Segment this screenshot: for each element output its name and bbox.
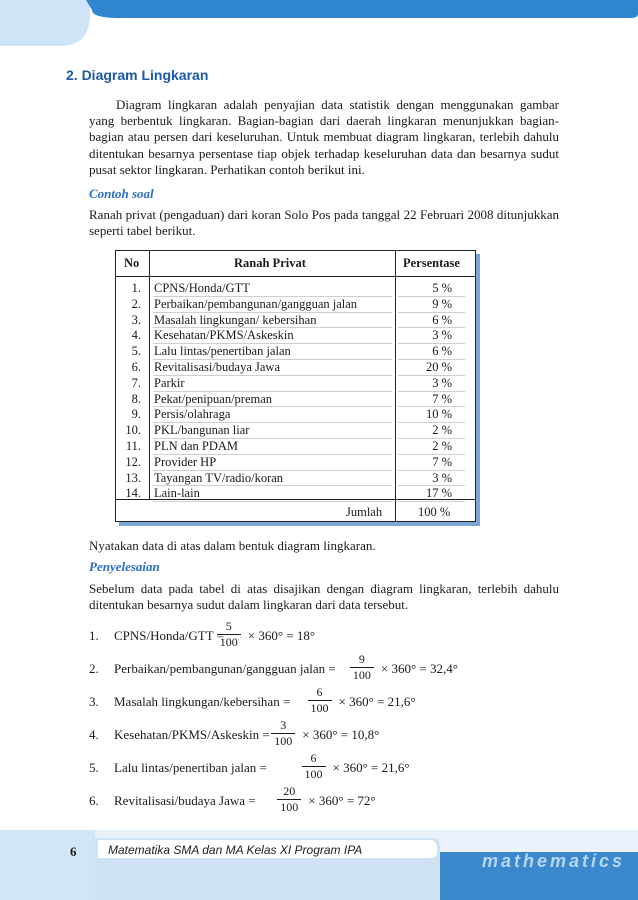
row-ranah: Pekat/penipuan/preman	[154, 391, 273, 406]
formula-number: 1.	[89, 628, 99, 643]
header-ranah: Ranah Privat	[234, 256, 306, 270]
formula-result: × 360° = 21,6°	[332, 760, 410, 775]
header-no: No	[124, 256, 140, 270]
solution-text: Sebelum data pada tabel di atas disajikan dengan diagram lingkaran, terlebih dahulu ditentukan besarnya sudut dalam lingkaran dari data tersebut.	[89, 581, 559, 613]
row-ranah: Kesehatan/PKMS/Askeskin	[154, 328, 294, 343]
formula-fraction	[308, 686, 332, 715]
table-row	[116, 344, 475, 360]
row-ranah: PKL/bangunan liar	[154, 423, 250, 438]
fraction-numerator: 5	[217, 620, 241, 635]
row-ranah: Provider HP	[154, 454, 217, 469]
table-row	[116, 328, 475, 344]
formula-result: × 360° = 10,8°	[302, 727, 380, 742]
total-label: Jumlah	[346, 505, 383, 519]
row-ranah: Lalu lintas/penertiban jalan	[154, 344, 291, 359]
row-persentase: 2 %	[432, 423, 452, 438]
footer-watermark: mathematics	[482, 851, 626, 871]
row-ranah: Tayangan TV/radio/koran	[154, 470, 284, 485]
fraction-numerator: 20	[277, 785, 301, 800]
formula-result: × 360° = 72°	[308, 793, 376, 808]
formula-fraction	[350, 653, 374, 682]
intro-paragraph: Diagram lingkaran adalah penyajian data statistik dengan menggunakan gambar yang berbentuk lingkaran. Bagian-bagian dari daerah lingkaran menunjukkan bagian-bagian atau persen dari keseluruhan. Untuk membuat diagram lingkaran, terlebih dahulu ditentukan besarnya persentase tiap objek terhadap keseluruhan data dan besarnya sudut pusat sektor lingkaran. Perhatikan contoh berikut ini.	[89, 97, 559, 177]
formula-number: 5.	[89, 760, 99, 775]
row-ranah: Parkir	[154, 375, 185, 390]
formula-label: Masalah lingkungan/kebersihan =	[114, 694, 291, 709]
row-no: 7.	[131, 375, 141, 390]
row-no: 1.	[131, 281, 141, 295]
fraction-denominator: 100	[310, 701, 329, 715]
row-no: 9.	[131, 407, 141, 422]
row-persentase: 5 %	[432, 281, 452, 295]
table-row	[116, 297, 475, 313]
row-ranah: Lain-lain	[154, 486, 200, 501]
section-title: 2. Diagram Lingkaran	[66, 67, 209, 83]
row-no: 3.	[131, 312, 141, 327]
table-row	[116, 471, 475, 487]
row-persentase: 6 %	[432, 312, 452, 327]
fraction-denominator: 100	[304, 767, 323, 781]
data-table	[115, 250, 476, 522]
row-persentase: 3 %	[432, 470, 452, 485]
row-persentase: 7 %	[432, 391, 452, 406]
row-no: 10.	[125, 423, 141, 438]
book-title: Matematika SMA dan MA Kelas XI Program IPA	[108, 843, 363, 857]
row-rule	[398, 501, 465, 502]
row-ranah: Masalah lingkungan/ kebersihan	[154, 312, 317, 327]
total-value: 100 %	[418, 505, 451, 519]
fraction-numerator: 3	[271, 719, 295, 734]
fraction-denominator: 100	[219, 635, 238, 649]
fraction-denominator: 100	[280, 800, 299, 814]
table-row	[116, 439, 475, 455]
formula-label: CPNS/Honda/GTT =	[114, 628, 225, 643]
formula-result: × 360° = 21,6°	[338, 694, 416, 709]
formula-result: × 360° = 32,4°	[380, 661, 458, 676]
question-text: Nyatakan data di atas dalam bentuk diagram lingkaran.	[89, 538, 376, 553]
row-no: 11.	[125, 439, 141, 453]
contoh-heading: Contoh soal	[89, 186, 154, 201]
row-persentase: 6 %	[432, 344, 452, 359]
table-row	[116, 423, 475, 439]
row-persentase: 20 %	[425, 360, 452, 374]
formula-number: 2.	[89, 661, 99, 676]
formula-number: 3.	[89, 694, 99, 709]
table-row	[116, 360, 475, 376]
row-ranah: Perbaikan/pembangunan/gangguan jalan	[154, 296, 358, 311]
formula-fraction	[217, 620, 241, 649]
row-persentase: 3 %	[432, 375, 452, 390]
row-no: 14.	[125, 486, 141, 501]
row-persentase: 7 %	[432, 454, 452, 469]
formula-label: Kesehatan/PKMS/Askeskin =	[114, 727, 270, 742]
header-persentase: Persentase	[403, 256, 460, 270]
table-row	[116, 392, 475, 408]
row-persentase: 2 %	[432, 439, 452, 453]
row-no: 8.	[131, 391, 141, 406]
row-persentase: 17 %	[425, 486, 452, 501]
header-decoration	[0, 0, 638, 46]
row-no: 6.	[131, 360, 141, 374]
formula-fraction	[277, 785, 301, 814]
row-ranah: PLN dan PDAM	[154, 439, 239, 453]
formula-fraction	[302, 752, 326, 781]
fraction-denominator: 100	[352, 668, 371, 682]
formula-number: 6.	[89, 793, 99, 808]
fraction-numerator: 6	[308, 686, 332, 701]
table-row	[116, 376, 475, 392]
formula-fraction	[271, 719, 295, 748]
table-row	[116, 455, 475, 471]
row-no: 12.	[125, 454, 141, 469]
formula-result: × 360° = 18°	[247, 628, 316, 643]
formula-label: Perbaikan/pembangunan/gangguan jalan =	[114, 661, 336, 676]
table-row	[116, 313, 475, 329]
row-persentase: 3 %	[432, 328, 452, 343]
formula-label: Revitalisasi/budaya Jawa =	[114, 793, 256, 808]
row-persentase: 10 %	[425, 407, 452, 422]
table-row	[116, 281, 475, 297]
row-persentase: 9 %	[432, 296, 452, 311]
formula-number: 4.	[89, 727, 99, 742]
table-row	[116, 407, 475, 423]
row-no: 2.	[131, 296, 141, 311]
fraction-numerator: 9	[350, 653, 374, 668]
solution-heading: Penyelesaian	[89, 559, 160, 574]
row-no: 5.	[131, 344, 141, 359]
row-ranah: Persis/olahraga	[154, 407, 231, 422]
row-rule	[153, 501, 392, 502]
fraction-numerator: 6	[302, 752, 326, 767]
page-number: 6	[70, 844, 77, 859]
row-ranah: Revitalisasi/budaya Jawa	[154, 360, 281, 374]
table-row	[116, 486, 475, 502]
fraction-denominator: 100	[274, 734, 293, 748]
contoh-text: Ranah privat (pengaduan) dari koran Solo Pos pada tanggal 22 Februari 2008 ditunjukkan seperti tabel berikut.	[89, 207, 559, 239]
row-no: 4.	[131, 328, 141, 343]
formula-label: Lalu lintas/penertiban jalan =	[114, 760, 267, 775]
row-ranah: CPNS/Honda/GTT	[154, 281, 250, 295]
row-no: 13.	[125, 470, 141, 485]
